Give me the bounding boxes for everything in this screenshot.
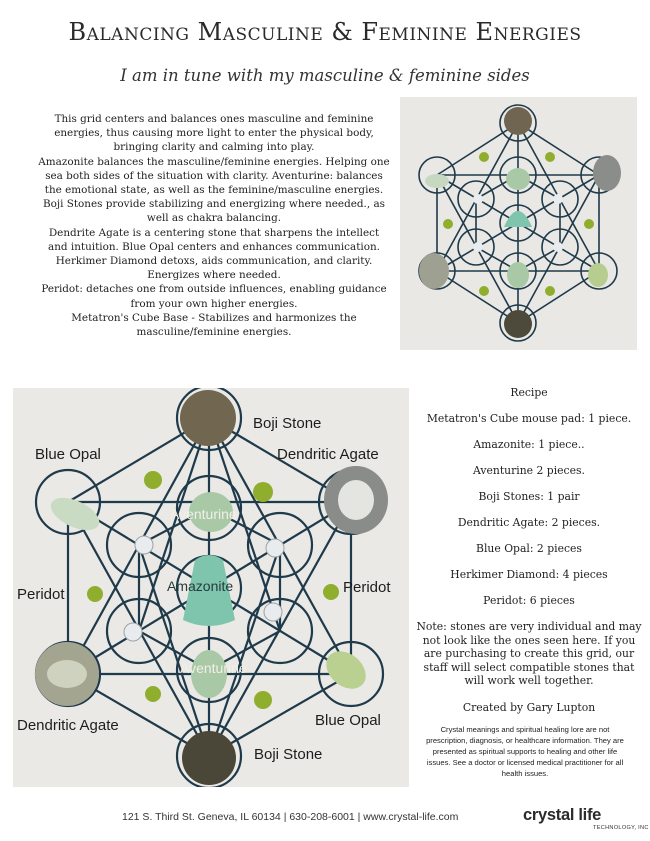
- recipe-note: Note: stones are very individual and may not look like the ones seen here. If you are purchasing to create this grid, our staff will select compatible stones that will work well together.: [416, 620, 642, 687]
- recipe-item: Metatron's Cube mouse pad: 1 piece.: [426, 412, 632, 425]
- label-blue-opal-left: Blue Opal: [35, 446, 101, 463]
- description-paragraph: Amazonite balances the masculine/feminine energies. Helping one sea both sides of the situation with clarity. Aventurine: balances the emotional state, as well as the feminine/masculine energies.: [38, 155, 390, 197]
- page-title: Balancing Masculine & Feminine Energies: [68, 18, 582, 46]
- recipe-item: Amazonite: 1 piece..: [473, 438, 585, 451]
- recipe-item: Blue Opal: 2 pieces: [476, 542, 582, 555]
- recipe-credit: Created by Gary Lupton: [462, 700, 596, 714]
- description-block: [38, 112, 390, 339]
- crystal-life-logo: [523, 806, 649, 836]
- label-aventurine-top: Aventurine: [170, 506, 237, 522]
- logo-text: crystal life: [523, 806, 602, 824]
- description-paragraph: This grid centers and balances ones masculine and feminine energies, thus causing more light to enter the physical body, bringing clarity and calming into play.: [54, 113, 374, 154]
- recipe-heading: Recipe: [510, 386, 548, 399]
- health-disclaimer: Crystal meanings and spiritual healing lore are not prescription, diagnosis, or healthcare information. They are presented as spiritual supports to healing and other life issues. See a doctor or licensed medical practitioner for all health issues.: [426, 725, 624, 778]
- recipe-item: Dendritic Agate: 2 pieces.: [457, 516, 601, 529]
- crystal-grid-photo-labeled: [13, 388, 409, 787]
- description-paragraph: Metatron's Cube Base - Stabilizes and harmonizes the masculine/feminine energies.: [71, 311, 357, 339]
- description-paragraph: Peridot: detaches one from outside influences, enabling guidance from your own higher energies.: [41, 283, 387, 310]
- label-peridot-right: Peridot: [343, 579, 391, 596]
- label-peridot-left: Peridot: [17, 586, 65, 603]
- footer-contact: 121 S. Third St. Geneva, IL 60134 | 630-208-6001 | www.crystal-life.com: [122, 811, 459, 823]
- label-blue-opal-right: Blue Opal: [315, 712, 381, 729]
- page-subtitle: I am in tune with my masculine & feminine sides: [120, 66, 530, 85]
- label-dendritic-agate-left: Dendritic Agate: [17, 717, 119, 734]
- recipe-block: [416, 384, 642, 714]
- recipe-item: Herkimer Diamond: 4 pieces: [450, 568, 608, 581]
- recipe-item: Boji Stones: 1 pair: [478, 490, 580, 503]
- label-boji-stone-top: Boji Stone: [253, 415, 322, 432]
- recipe-item: Aventurine 2 pieces.: [473, 464, 585, 477]
- crystal-grid-photo-small: [400, 97, 637, 350]
- metatrons-cube-small: [400, 97, 637, 350]
- label-amazonite: Amazonite: [167, 578, 234, 594]
- description-paragraph: Dendrite Agate is a centering stone that sharpens the intellect and intuition. Blue Opal centers and enhances communication.: [48, 226, 380, 253]
- label-dendritic-agate-right: Dendritic Agate: [277, 446, 379, 463]
- description-paragraph: Boji Stones provide stabilizing and energizing where needed., as well as chakra balancing.: [43, 198, 385, 225]
- logo-subtext: TECHNOLOGY, INC: [593, 825, 649, 831]
- recipe-item: Peridot: 6 pieces: [483, 594, 575, 607]
- label-boji-stone-bottom: Boji Stone: [254, 746, 323, 763]
- description-paragraph: Herkimer Diamond detoxs, aids communication, and clarity. Energizes where needed.: [55, 255, 373, 282]
- label-aventurine-bottom: Aventurine: [180, 660, 247, 676]
